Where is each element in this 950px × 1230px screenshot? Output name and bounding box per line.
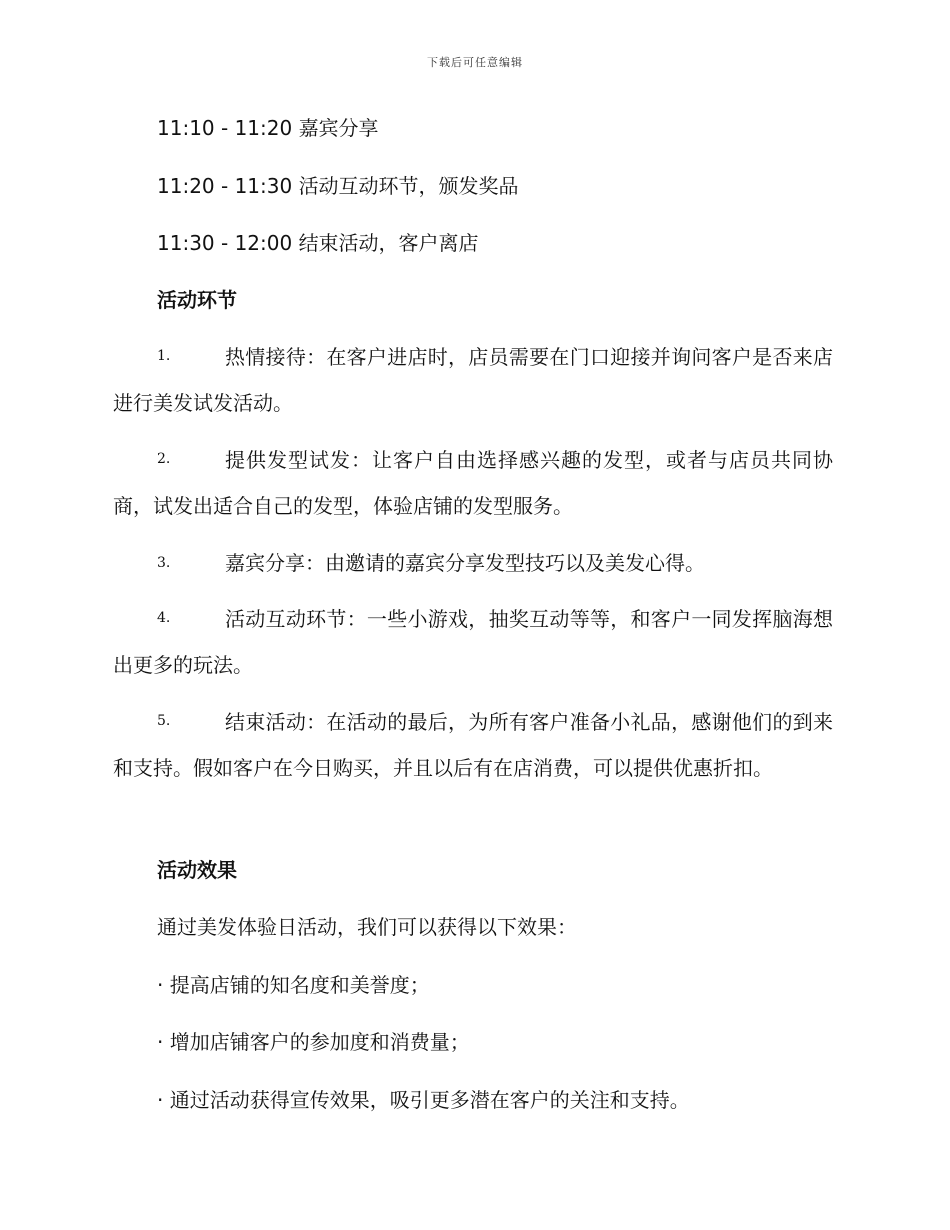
- bullet-item: · 增加店铺客户的参加度和消费量；: [157, 1030, 470, 1054]
- schedule-line: 11:10 - 11:20 嘉宾分享: [157, 116, 379, 140]
- header-note: 下载后可任意编辑: [427, 56, 523, 69]
- section-heading-activities: 活动环节: [157, 288, 237, 312]
- list-item-number: 1.: [157, 348, 171, 364]
- schedule-line: 11:20 - 11:30 活动互动环节，颁发奖品: [157, 174, 519, 198]
- list-item: [113, 699, 833, 791]
- list-item: [113, 549, 833, 577]
- list-item: [113, 596, 833, 688]
- list-item-text: 结束活动：在活动的最后，为所有客户准备小礼品，感谢他们的到来和支持。假如客户在今日购买，并且以后有在店消费，可以提供优惠折扣。: [113, 710, 833, 780]
- effects-intro: 通过美发体验日活动，我们可以获得以下效果：: [157, 915, 577, 939]
- list-item: [113, 334, 833, 426]
- list-item-text: 活动互动环节：一些小游戏，抽奖互动等等，和客户一同发挥脑海想出更多的玩法。: [113, 607, 833, 677]
- list-item-text: 热情接待：在客户进店时，店员需要在门口迎接并询问客户是否来店进行美发试发活动。: [113, 345, 833, 415]
- list-item-number: 4.: [157, 610, 171, 626]
- section-heading-effects: 活动效果: [157, 858, 237, 882]
- bullet-item: · 提高店铺的知名度和美誉度；: [157, 973, 430, 997]
- bullet-item: · 通过活动获得宣传效果，吸引更多潜在客户的关注和支持。: [157, 1088, 690, 1112]
- list-item-number: 3.: [157, 555, 171, 571]
- list-item-text: 提供发型试发：让客户自由选择感兴趣的发型，或者与店员共同协商，试发出适合自己的发型，体验店铺的发型服务。: [113, 448, 833, 518]
- list-item: [113, 437, 833, 529]
- list-item-number: 5.: [157, 713, 171, 729]
- schedule-line: 11:30 - 12:00 结束活动，客户离店: [157, 231, 479, 255]
- list-item-text: 嘉宾分享：由邀请的嘉宾分享发型技巧以及美发心得。: [225, 551, 705, 575]
- list-item-number: 2.: [157, 451, 171, 467]
